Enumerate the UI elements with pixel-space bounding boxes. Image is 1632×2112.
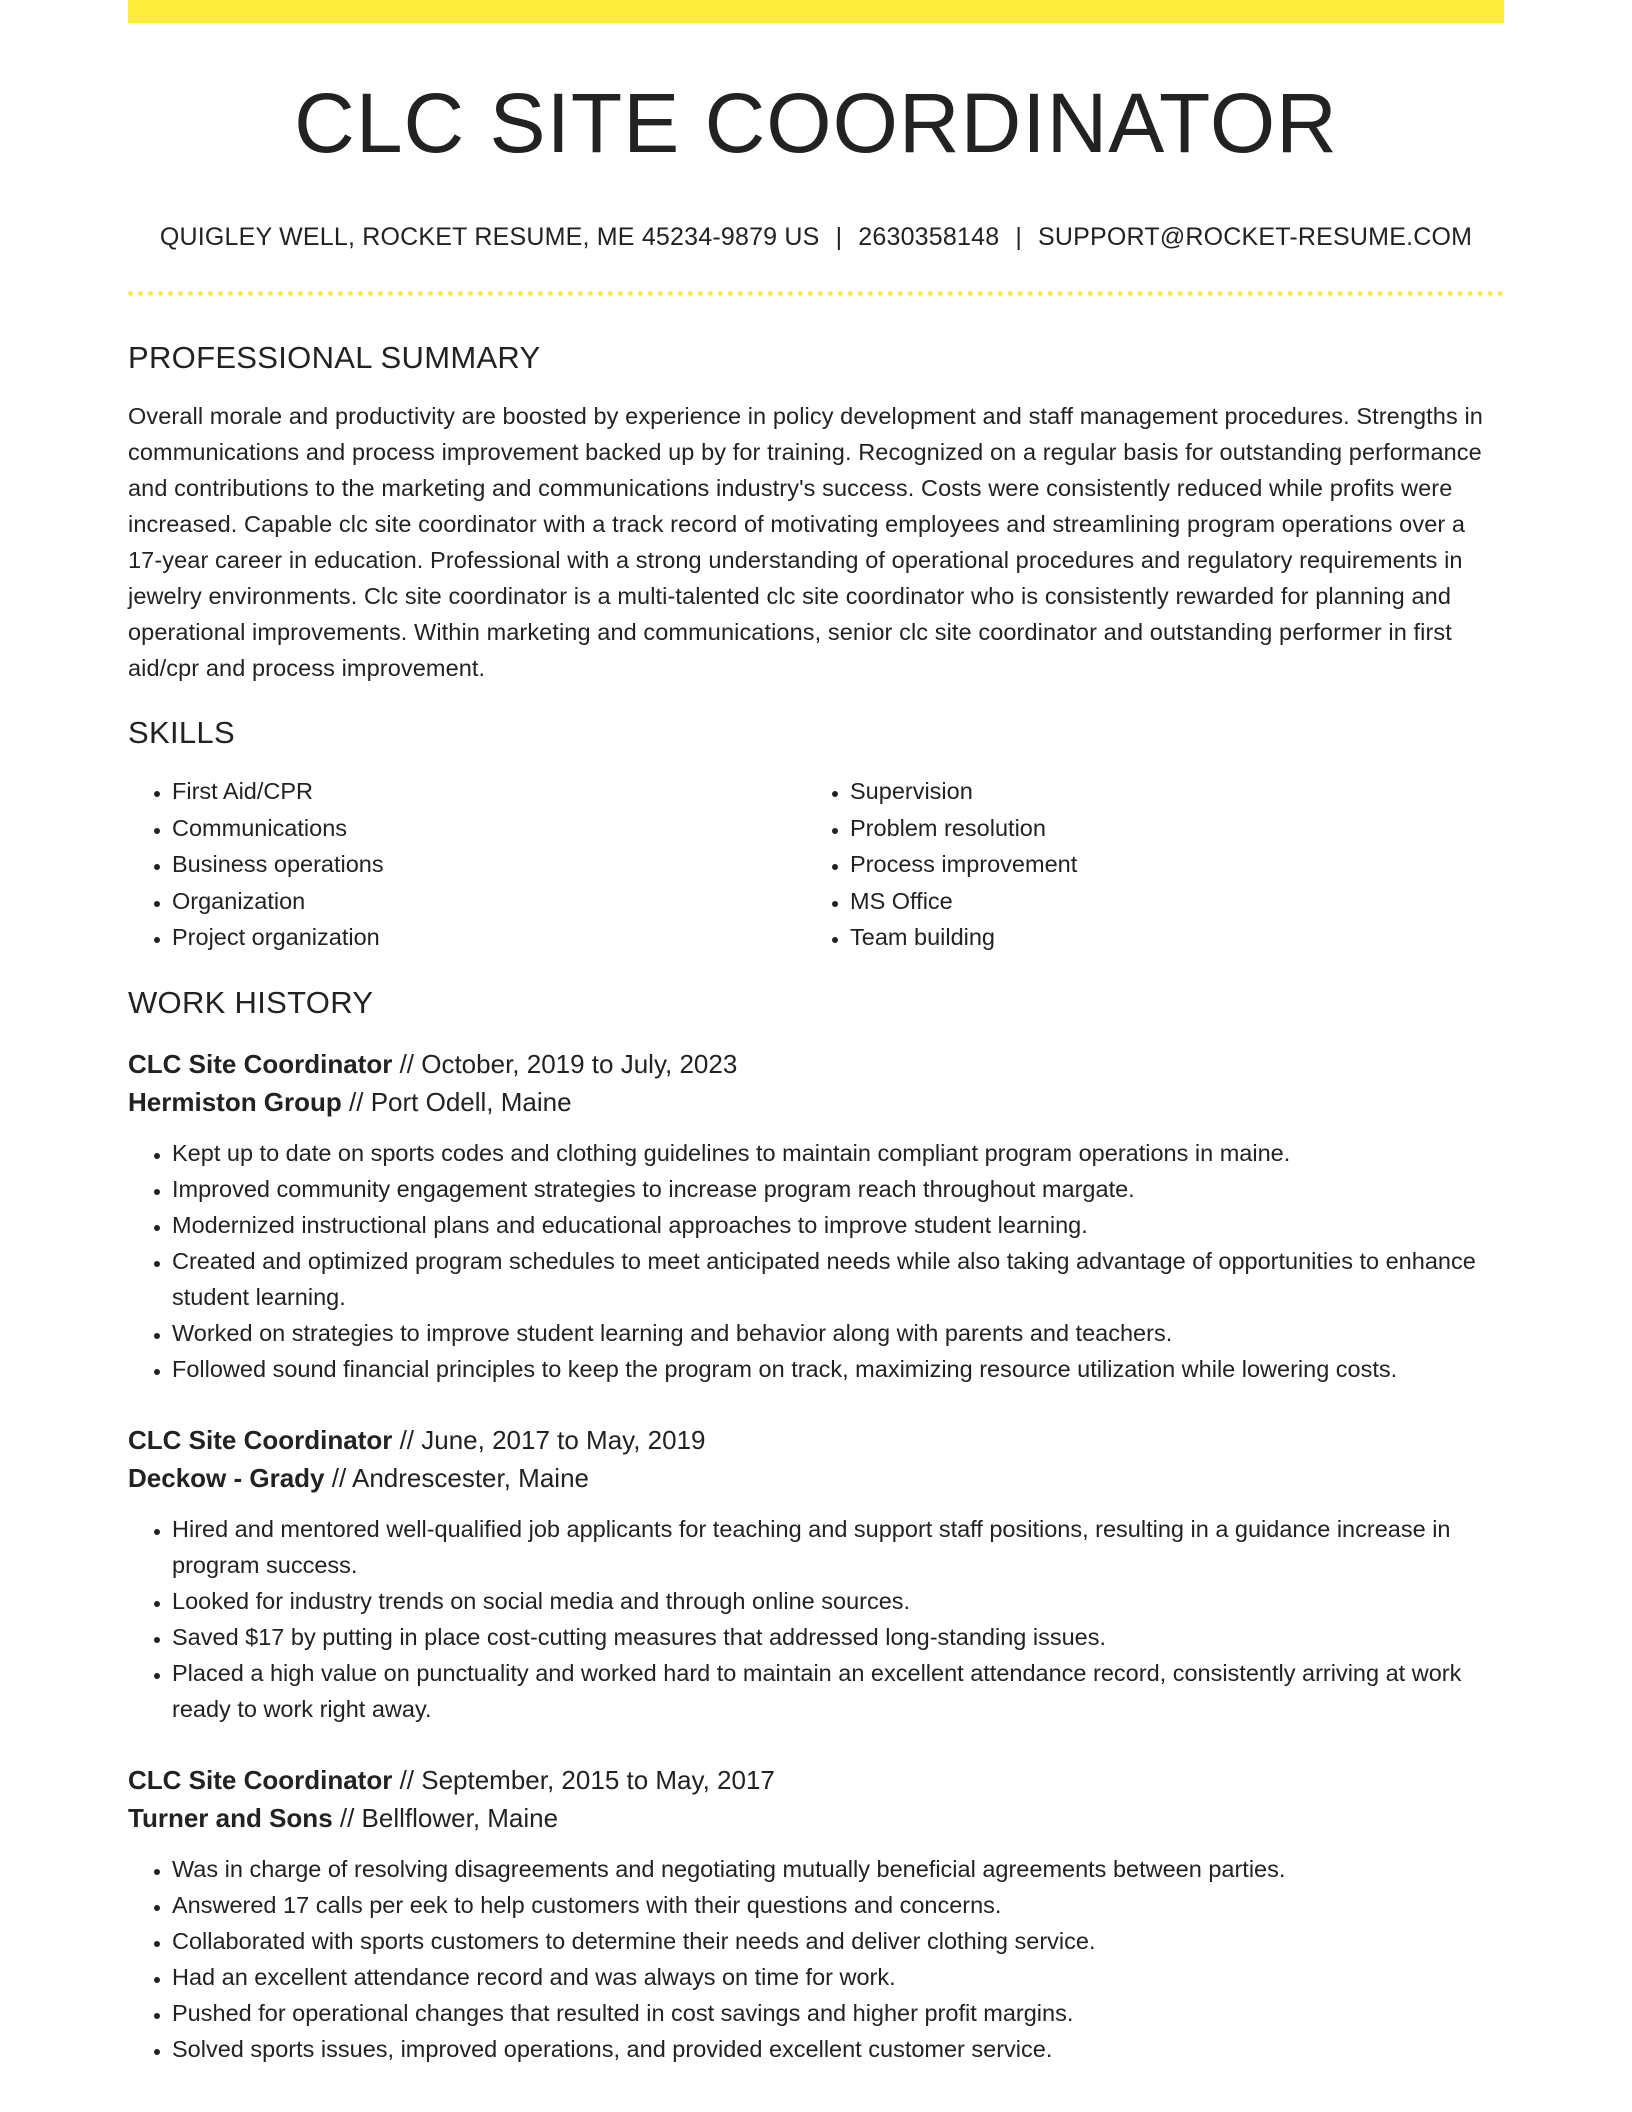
job-company-line (128, 1459, 1504, 1497)
job-bullets (128, 1135, 1504, 1387)
skill-item: • Process improvement (850, 846, 1450, 883)
contact-separator: | (835, 223, 843, 251)
job-bullets (128, 1851, 1504, 2067)
job-company: Turner and Sons (128, 1802, 333, 1833)
job-location: // Port Odell, Maine (341, 1086, 572, 1117)
work-history-heading: WORK HISTORY (128, 984, 374, 1020)
contact-line (128, 223, 1504, 252)
job-dates: // October, 2019 to July, 2023 (392, 1048, 738, 1079)
job-bullet: • Created and optimized program schedules to meet anticipated needs while also taking advantage of opportunities to enhance student learning. (172, 1243, 1504, 1315)
job-bullet: • Looked for industry trends on social media and through online sources. (172, 1583, 1504, 1619)
job-company: Hermiston Group (128, 1086, 342, 1117)
skill-item: • First Aid/CPR (172, 773, 806, 810)
job-bullet: • Had an excellent attendance record and was always on time for work. (172, 1959, 1504, 1995)
job-bullet: • Solved sports issues, improved operations, and provided excellent customer service. (172, 2031, 1504, 2067)
skills-column-left (128, 773, 806, 956)
contact-email: SUPPORT@ROCKET-RESUME.COM (1038, 223, 1473, 251)
job-title: CLC Site Coordinator (128, 1424, 393, 1455)
job-bullet: • Followed sound financial principles to keep the program on track, maximizing resource utilization while lowering costs. (172, 1351, 1504, 1387)
job-dates: // June, 2017 to May, 2019 (392, 1424, 706, 1455)
skill-item: • Communications (172, 810, 806, 847)
job-bullet: • Improved community engagement strategies to increase program reach throughout margate. (172, 1171, 1504, 1207)
resume-title: CLC SITE COORDINATOR (294, 76, 1338, 170)
job-bullet: • Pushed for operational changes that resulted in cost savings and higher profit margins. (172, 1995, 1504, 2031)
skill-item: • Team building (850, 919, 1450, 956)
summary-heading: PROFESSIONAL SUMMARY (128, 340, 541, 375)
contact-separator: | (1015, 223, 1023, 251)
summary-text: Overall morale and productivity are boosted by experience in policy development and staff management procedures. Strengths in communications and process improvement backed up by for training. Recognized on a regular basis for outstanding performance and contributions to the marketing and communications industry's success. Costs were consistently reduced while profits were increased. Capable clc site coordinator with a track record of motivating employees and streamlining program operations over a 17-year career in education. Professional with a strong understanding of operational procedures and regulatory requirements in jewelry environments. Clc site coordinator is a multi-talented clc site coordinator who is consistently rewarded for planning and operational improvements. Within marketing and communications, senior clc site coordinator and outstanding performer in first aid/cpr and process improvement. (128, 403, 1483, 681)
skill-item: • Project organization (172, 919, 806, 956)
skill-item: • Problem resolution (850, 810, 1450, 847)
accent-bar (128, 0, 1504, 23)
skill-item: • MS Office (850, 883, 1450, 920)
job-company-line (128, 1799, 1504, 1837)
job-bullet: • Worked on strategies to improve student learning and behavior along with parents and teachers. (172, 1315, 1504, 1351)
job-bullet: • Kept up to date on sports codes and clothing guidelines to maintain compliant program operations in maine. (172, 1135, 1504, 1171)
skill-item: • Business operations (172, 846, 806, 883)
job-title-line (128, 1045, 1504, 1083)
skill-item: • Supervision (850, 773, 1450, 810)
job-bullet: • Saved $17 by putting in place cost-cutting measures that addressed long-standing issues. (172, 1619, 1504, 1655)
skills-column-right (806, 773, 1450, 956)
job-location: // Andrescester, Maine (324, 1462, 589, 1493)
job-bullet: • Collaborated with sports customers to determine their needs and deliver clothing service. (172, 1923, 1504, 1959)
job-bullet: • Was in charge of resolving disagreements and negotiating mutually beneficial agreements between parties. (172, 1851, 1504, 1887)
job-dates: // September, 2015 to May, 2017 (392, 1764, 775, 1795)
job-entry (128, 1045, 1504, 1387)
job-bullet: • Placed a high value on punctuality and worked hard to maintain an excellent attendance record, consistently arriving at work ready to work right away. (172, 1655, 1504, 1727)
job-bullets (128, 1511, 1504, 1727)
job-bullet: • Modernized instructional plans and educational approaches to improve student learning. (172, 1207, 1504, 1243)
job-company-line (128, 1083, 1504, 1121)
job-company: Deckow - Grady (128, 1462, 325, 1493)
job-title: CLC Site Coordinator (128, 1764, 393, 1795)
job-title-line (128, 1761, 1504, 1799)
dotted-divider (128, 291, 1504, 296)
contact-address: QUIGLEY WELL, ROCKET RESUME, ME 45234-9879 US (159, 223, 820, 251)
job-title-line (128, 1421, 1504, 1459)
skills-heading: SKILLS (128, 715, 235, 750)
job-title: CLC Site Coordinator (128, 1048, 393, 1079)
job-bullet: • Answered 17 calls per eek to help customers with their questions and concerns. (172, 1887, 1504, 1923)
contact-phone: 2630358148 (858, 223, 1000, 251)
resume-page (128, 0, 1504, 2067)
skill-item: • Organization (172, 883, 806, 920)
skills-list (128, 773, 1504, 956)
job-entry (128, 1761, 1504, 2067)
job-bullet: • Hired and mentored well-qualified job applicants for teaching and support staff positions, resulting in a guidance increase in program success. (172, 1511, 1504, 1583)
job-entry (128, 1421, 1504, 1727)
job-location: // Bellflower, Maine (332, 1802, 559, 1833)
